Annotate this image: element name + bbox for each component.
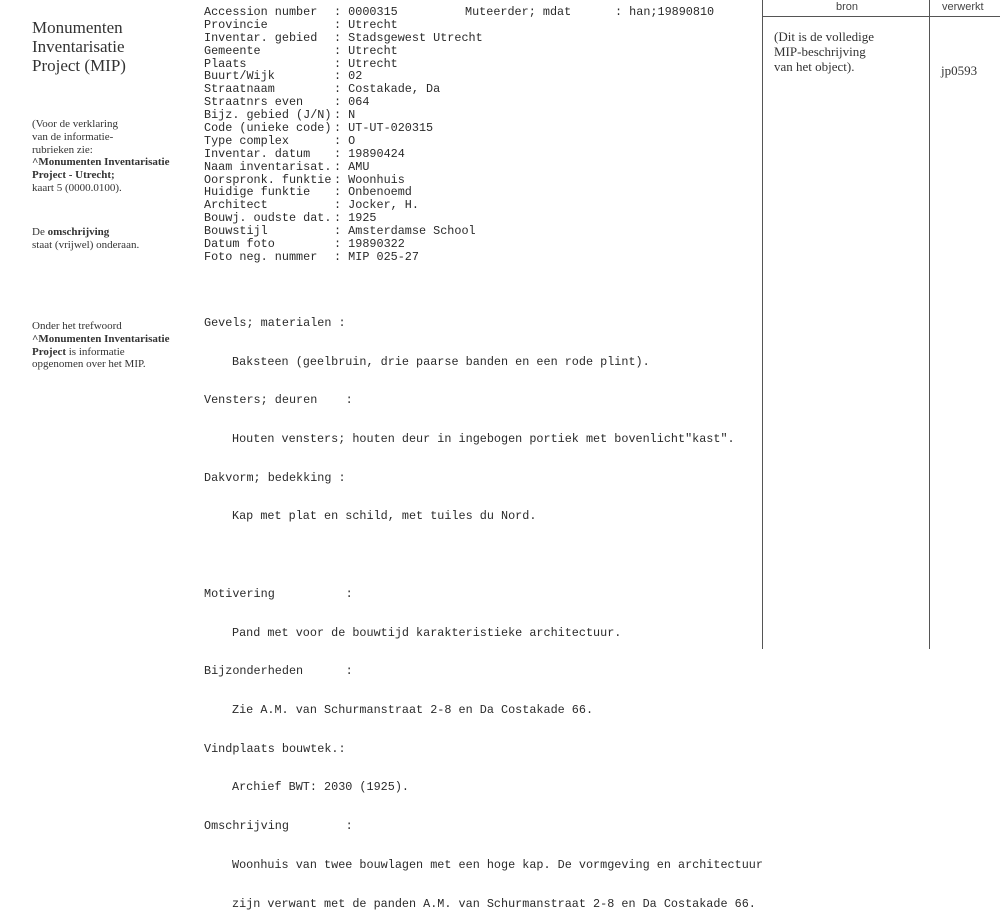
field-row: Bouwstijl : Amsterdamse School	[204, 224, 476, 239]
section-text: Kap met plat en schild, met tuiles du Nord.	[232, 509, 537, 524]
section-text: Pand met voor de bouwtijd karakteristieke architectuur.	[232, 625, 622, 640]
field-label: Provincie	[204, 17, 268, 32]
field-row: Provincie : Utrecht	[204, 17, 398, 32]
description-sections	[204, 291, 763, 923]
field-label: Bouwstijl	[204, 224, 268, 239]
field-row: Foto neg. nummer : MIP 025-27	[204, 249, 419, 264]
section-heading: Dakvorm; bedekking :	[204, 470, 346, 485]
note-line: ^Monumenten Inventarisatie	[32, 156, 170, 169]
field-label: Inventar. datum	[204, 146, 311, 161]
bron-line: (Dit is de volledige	[774, 29, 875, 44]
verwerkt-header: verwerkt	[942, 1, 984, 13]
field-value: 0000315	[348, 5, 398, 19]
section-text: Baksteen (geelbruin, drie paarse banden en een rode plint).	[232, 354, 650, 369]
mutator-value: han;19890810	[629, 5, 715, 19]
title-line: Project (MIP)	[32, 56, 126, 75]
field-row: Inventar. datum : 19890424	[204, 146, 405, 161]
note-text: is informatie	[66, 345, 125, 358]
field-value: Utrecht	[348, 56, 398, 71]
section-text: Archief BWT: 2030 (1925).	[232, 780, 409, 795]
field-row: Accession number : 0000315	[204, 5, 398, 19]
field-value: Amsterdamse School	[348, 224, 476, 239]
field-label: Gemeente	[204, 43, 261, 58]
note-line: Project - Utrecht;	[32, 169, 115, 182]
field-row: Architect : Jocker, H.	[204, 198, 419, 213]
bron-line: van het object).	[774, 59, 855, 74]
field-row: Inventar. gebied : Stadsgewest Utrecht	[204, 30, 483, 45]
field-label: Bouwj. oudste dat.	[204, 211, 332, 226]
field-value: 19890322	[348, 237, 405, 252]
field-value: 19890424	[348, 146, 405, 161]
note-line: Onder het trefwoord	[32, 320, 122, 332]
field-row: Bouwj. oudste dat. : 1925	[204, 211, 377, 226]
source-panel	[762, 0, 1000, 649]
note-line: (Voor de verklaring	[32, 118, 118, 130]
field-label: Straatnrs even	[204, 95, 304, 110]
note-bold: Project	[32, 345, 66, 358]
field-value: UT-UT-020315	[348, 121, 434, 136]
field-row: Gemeente : Utrecht	[204, 43, 398, 58]
mip-title	[32, 18, 202, 75]
section-heading: Omschrijving :	[204, 819, 353, 834]
field-value: 1925	[348, 211, 377, 226]
field-row: Straatnrs even : 064	[204, 95, 370, 110]
field-value: Utrecht	[348, 43, 398, 58]
field-label: Plaats	[204, 56, 247, 71]
section-heading: Gevels; materialen :	[204, 315, 346, 330]
field-label: Oorspronk. funktie	[204, 172, 332, 187]
header-divider	[763, 16, 1000, 17]
section-heading: Motivering :	[204, 586, 353, 601]
field-value: AMU	[348, 159, 370, 174]
field-label: Type complex	[204, 133, 289, 148]
field-list	[204, 6, 483, 264]
field-row: Oorspronk. funktie : Woonhuis	[204, 172, 405, 187]
section-heading: Vensters; deuren :	[204, 393, 353, 408]
field-label: Accession number	[204, 5, 318, 19]
note-line: opgenomen over het MIP.	[32, 358, 146, 371]
field-label: Foto neg. nummer	[204, 249, 318, 264]
section-text: Houten vensters; houten deur in ingebogen portiek met bovenlicht"kast".	[232, 431, 735, 446]
field-value: N	[348, 108, 356, 123]
title-line: Monumenten	[32, 18, 123, 37]
note-bold: omschrijving	[47, 226, 110, 238]
note-line: kaart 5 (0000.0100).	[32, 181, 122, 194]
section-text: zijn verwant met de panden A.M. van Schurmanstraat 2-8 en Da Costakade 66.	[232, 896, 756, 911]
field-label: Bijz. gebied (J/N)	[204, 108, 332, 123]
note-text: De	[32, 226, 48, 238]
field-label: Straatnaam	[204, 82, 275, 97]
note-line: rubrieken zie:	[32, 143, 93, 156]
column-divider	[929, 0, 930, 649]
note-line: staat (vrijwel) onderaan.	[32, 238, 140, 251]
field-value: Costakade, Da	[348, 82, 441, 97]
section-text: Woonhuis van twee bouwlagen met een hoge kap. De vormgeving en architectuur	[232, 857, 763, 872]
verwerkt-code: jp0593	[941, 63, 978, 78]
field-value: 02	[348, 69, 363, 84]
field-value: Jocker, H.	[348, 198, 419, 213]
field-row: Huidige funktie : Onbenoemd	[204, 185, 412, 200]
field-value: Woonhuis	[348, 172, 405, 187]
field-label: Inventar. gebied	[204, 30, 318, 45]
section-text: Zie A.M. van Schurmanstraat 2-8 en Da Costakade 66.	[232, 702, 594, 717]
bron-header: bron	[836, 1, 859, 13]
field-value: Stadsgewest Utrecht	[348, 30, 483, 45]
explanation-note	[32, 118, 207, 195]
field-row: Type complex : O	[204, 133, 356, 148]
field-label: Architect	[204, 198, 268, 213]
description-note	[32, 226, 207, 252]
bron-line: MIP-beschrijving	[774, 44, 866, 59]
field-row: Datum foto : 19890322	[204, 237, 405, 252]
field-row: Code (unieke code) : UT-UT-020315	[204, 121, 434, 136]
field-label: Huidige funktie	[204, 185, 311, 200]
field-value: Utrecht	[348, 17, 398, 32]
section-heading: Vindplaats bouwtek.:	[204, 741, 346, 756]
mutator-field: Muteerder; mdat : han;19890810	[465, 5, 715, 19]
field-row: Straatnaam : Costakade, Da	[204, 82, 441, 97]
field-row: Buurt/Wijk : 02	[204, 69, 363, 84]
field-value: Onbenoemd	[348, 185, 412, 200]
keyword-note	[32, 320, 207, 371]
note-line: ^Monumenten Inventarisatie	[32, 332, 170, 345]
field-value: 064	[348, 95, 370, 110]
field-label: Buurt/Wijk	[204, 69, 275, 84]
mutator-label: Muteerder; mdat	[465, 5, 572, 19]
field-label: Datum foto	[204, 237, 275, 252]
section-heading: Bijzonderheden :	[204, 664, 353, 679]
field-label: Naam inventarisat.	[204, 159, 332, 174]
note-line: van de informatie-	[32, 130, 114, 143]
field-row: Plaats : Utrecht	[204, 56, 398, 71]
field-row: Naam inventarisat. : AMU	[204, 159, 370, 174]
title-line: Inventarisatie	[32, 37, 125, 56]
bron-text	[774, 29, 924, 74]
field-row: Bijz. gebied (J/N) : N	[204, 108, 356, 123]
field-value: MIP 025-27	[348, 249, 419, 264]
field-value: O	[348, 133, 356, 148]
field-label: Code (unieke code)	[204, 121, 332, 136]
